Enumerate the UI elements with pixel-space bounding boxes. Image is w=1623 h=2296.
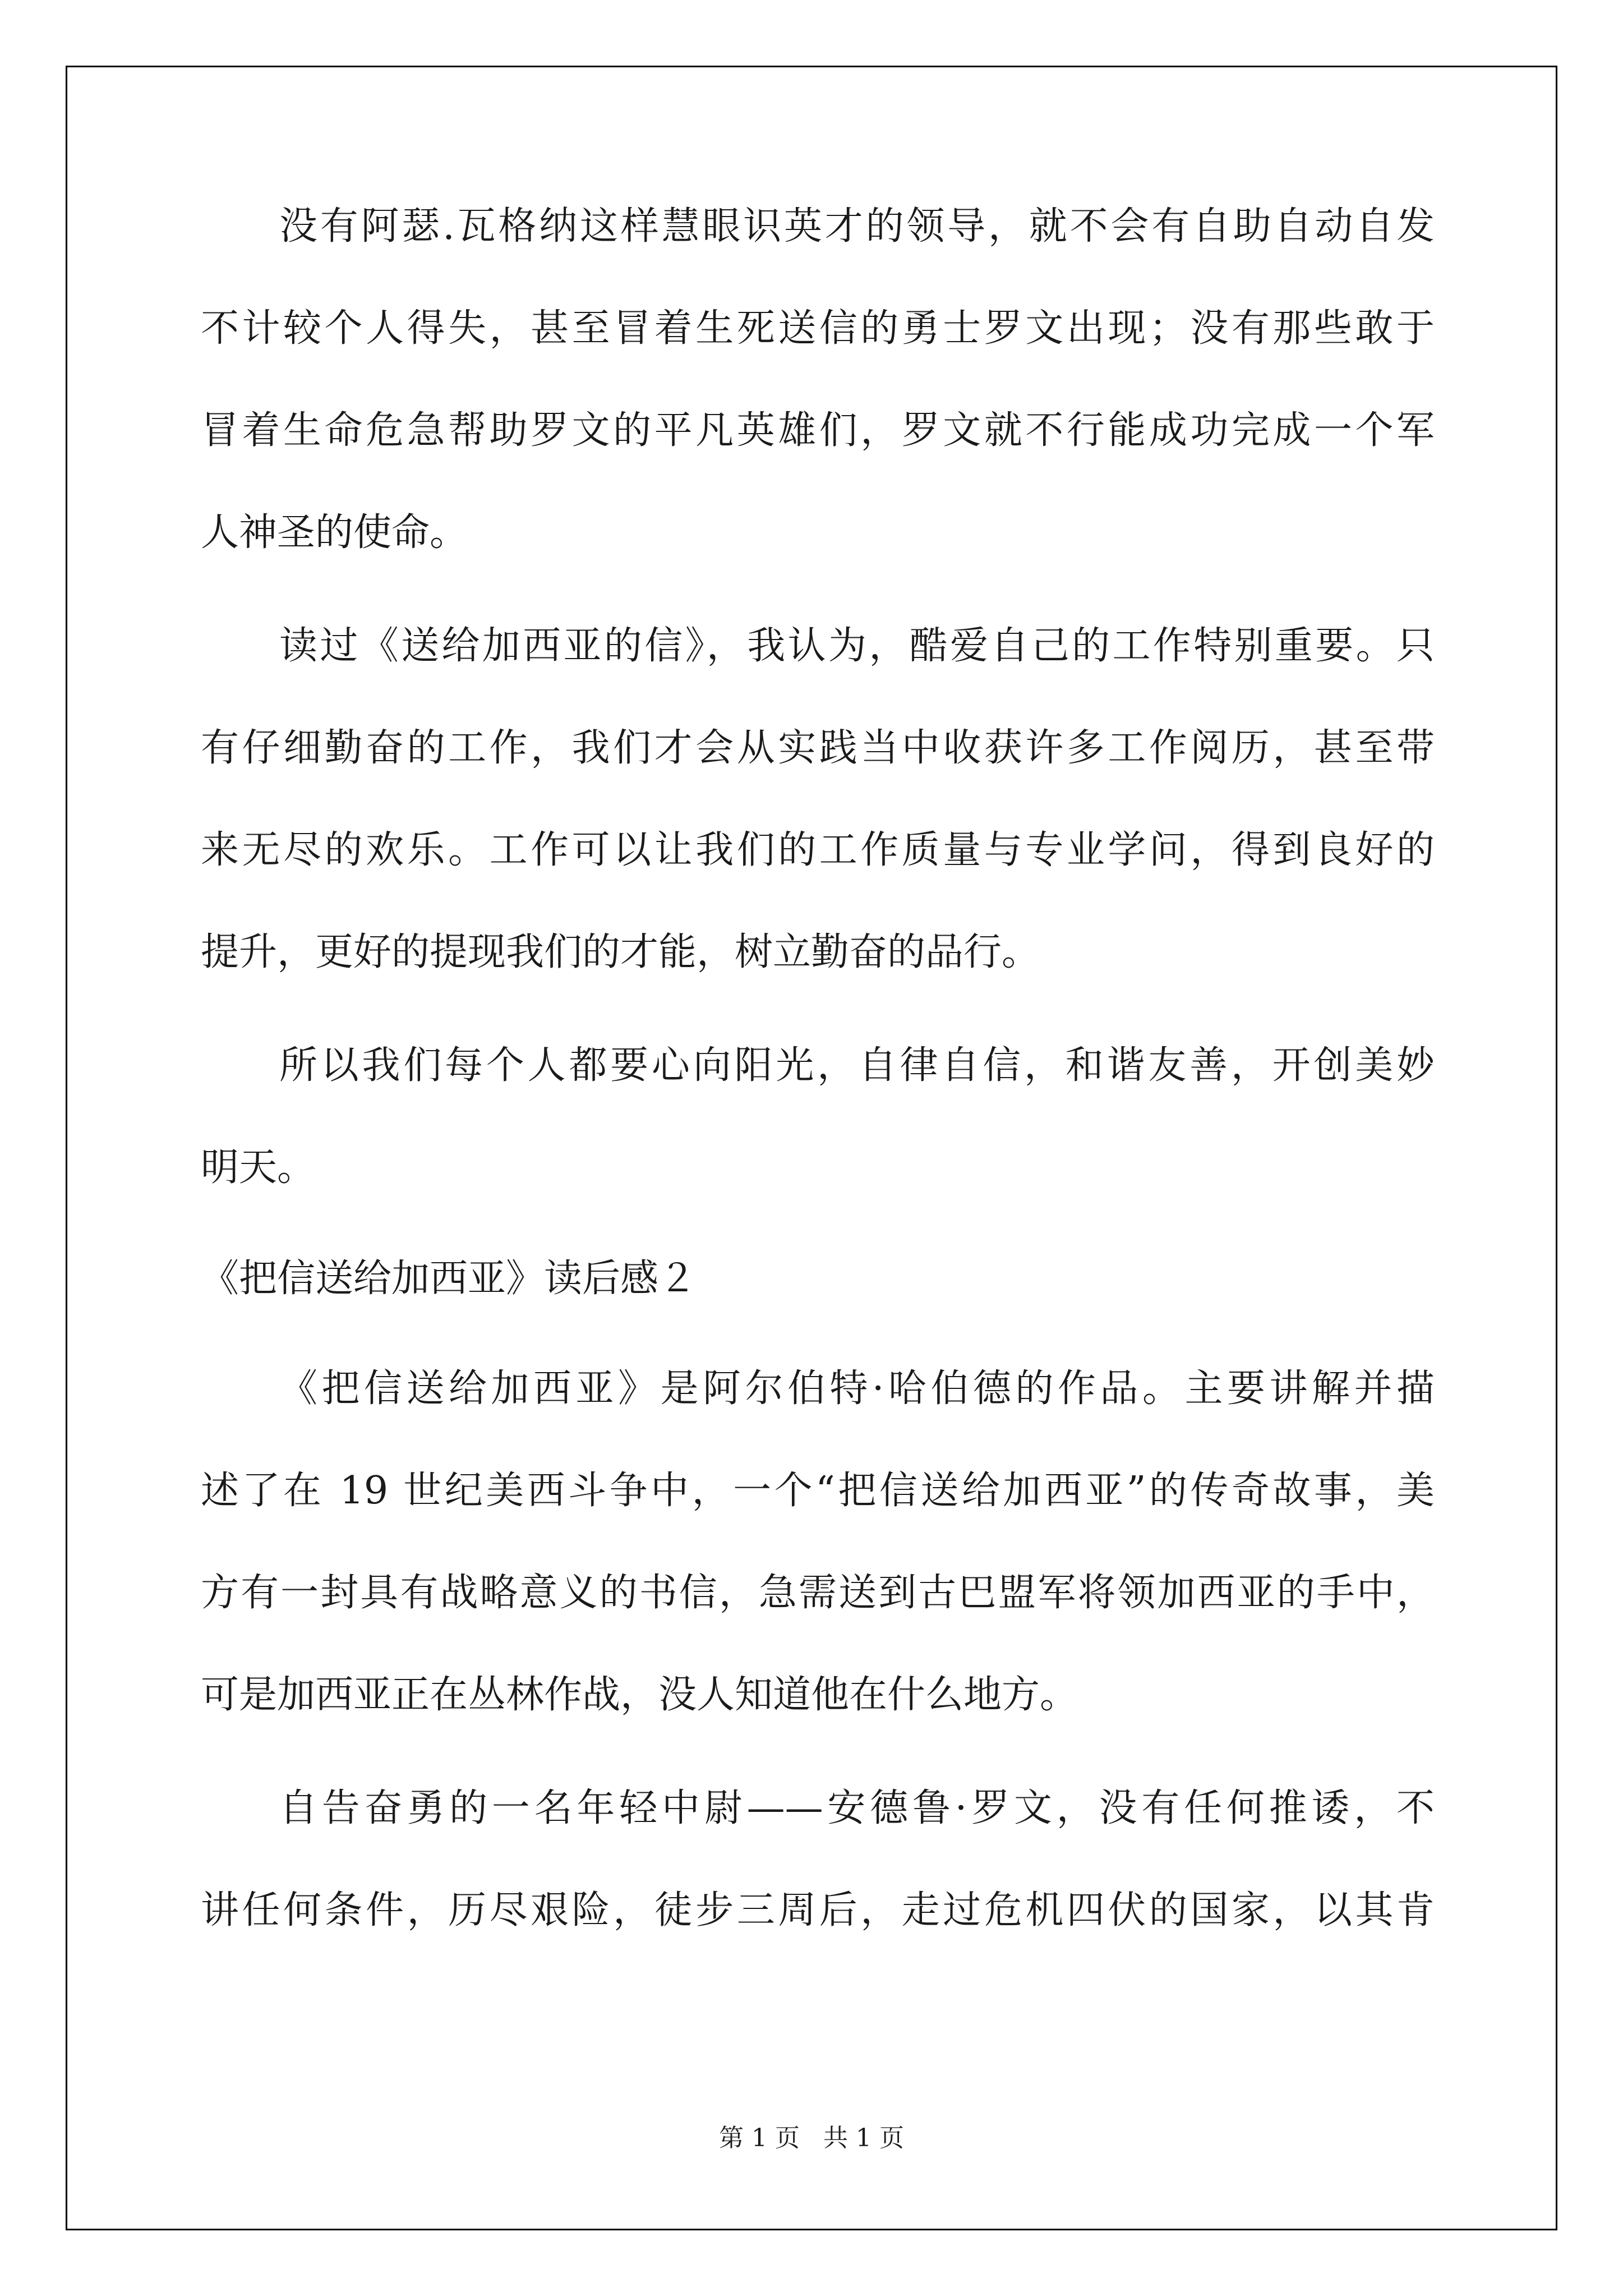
text-line: 读过《送给加西亚的信》，我认为，酷爱自己的工作特别重要。只 [279,624,1435,668]
text-line: 没有阿瑟.瓦格纳这样慧眼识英才的领导，就不会有自助自动自发 [279,204,1435,249]
text-line: 来无尽的欢乐。工作可以让我们的工作质量与专业学问，得到良好的 [201,828,1435,872]
text-line: 提升，更好的提现我们的才能，树立勤奋的品行。 [201,930,1040,974]
text-line: 《把信送给加西亚》是阿尔伯特·哈伯德的作品。主要讲解并描 [279,1366,1435,1411]
paragraph [201,1786,1435,1932]
document-body [201,204,1435,1932]
text-line: 明天。 [201,1145,316,1190]
text-line: 人神圣的使命。 [201,510,468,555]
paragraph [201,1366,1435,1717]
text-line: 自告奋勇的一名年轻中尉——安德鲁·罗文，没有任何推诿，不 [279,1786,1435,1830]
paragraph [201,1043,1435,1190]
text-line: 讲任何条件，历尽艰险，徒步三周后，走过危机四伏的国家，以其肯 [201,1888,1435,1932]
page-number: 第 1 页 [719,2124,800,2152]
text-line: 方有一封具有战略意义的书信，急需送到古巴盟军将领加西亚的手中， [201,1571,1435,1615]
page-total: 共 1 页 [823,2124,904,2152]
paragraph [201,624,1435,974]
text-line: 不计较个人得失，甚至冒着生死送信的勇士罗文出现；没有那些敢于 [201,306,1435,351]
text-line: 述了在 19 世纪美西斗争中，一个“把信送给加西亚”的传奇故事，美 [201,1469,1435,1513]
text-line: 冒着生命危急帮助罗文的平凡英雄们，罗文就不行能成功完成一个军 [201,408,1435,453]
page-footer [0,2126,1623,2151]
text-line: 所以我们每个人都要心向阳光，自律自信，和谐友善，开创美妙 [279,1043,1435,1088]
text-line: 可是加西亚正在丛林作战，没人知道他在什么地方。 [201,1673,1078,1717]
section-heading: 《把信送给加西亚》读后感２ [201,1257,697,1301]
text-line: 有仔细勤奋的工作，我们才会从实践当中收获许多工作阅历，甚至带 [201,726,1435,770]
paragraph [201,204,1435,555]
